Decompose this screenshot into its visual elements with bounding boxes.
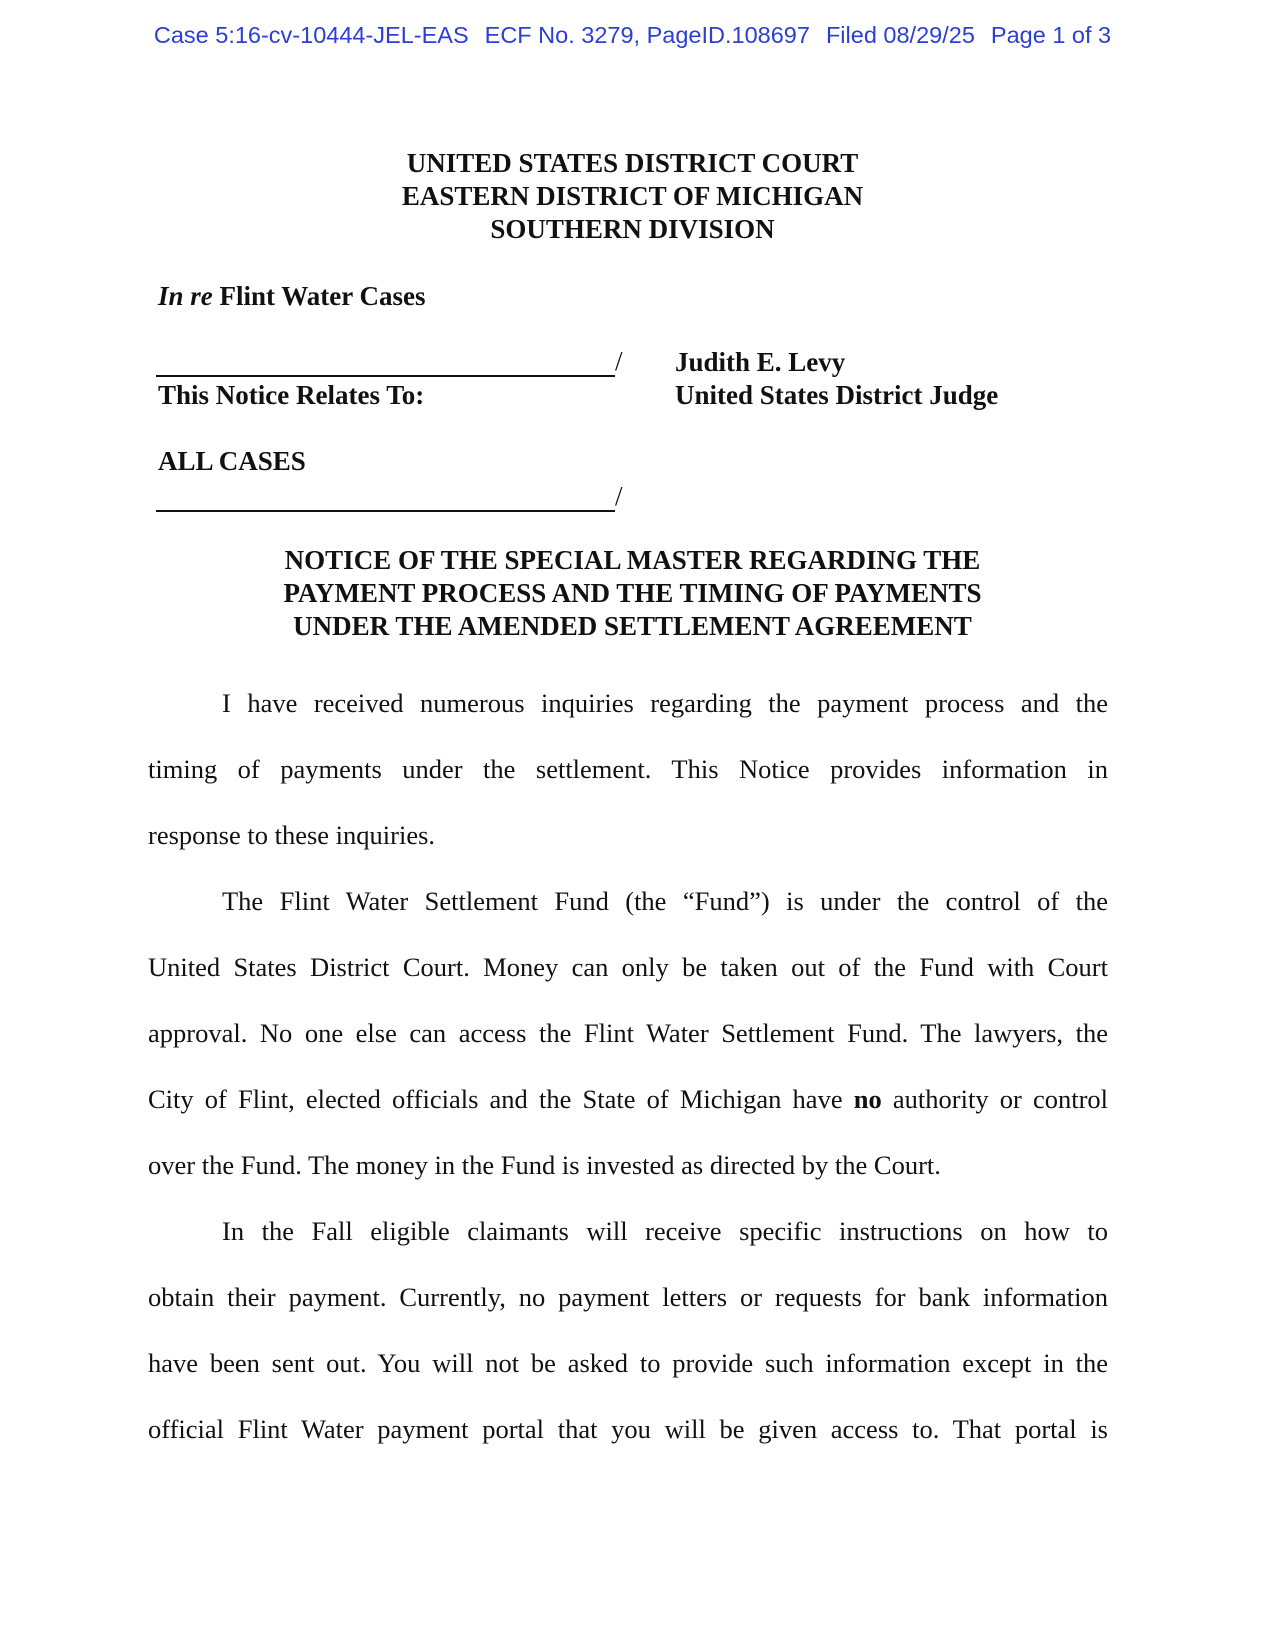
in-re-label: In re (158, 281, 213, 311)
body-line: obtain their payment. Currently, no payment letters or requests for bank information (148, 1282, 1108, 1312)
judge-title: United States District Judge (675, 380, 999, 410)
caption-rule-top (156, 375, 615, 377)
case-name: Flint Water Cases (212, 281, 426, 311)
court-heading (0, 147, 1265, 246)
page-count: Page 1 of 3 (990, 22, 1112, 48)
court-division: SOUTHERN DIVISION (490, 214, 775, 244)
ecf-filing-header (0, 22, 1265, 49)
caption-rule-bottom (156, 510, 615, 512)
paragraph-2 (148, 868, 1108, 1198)
caption-slash-bottom: / (615, 481, 623, 511)
case-number: Case 5:16-cv-10444-JEL-EAS (153, 22, 469, 48)
caption-slash-top: / (615, 346, 623, 376)
case-caption-title (158, 281, 426, 312)
judge-block (675, 346, 998, 412)
judge-name: Judith E. Levy (675, 347, 846, 377)
notice-title-line-2: PAYMENT PROCESS AND THE TIMING OF PAYMENTS (283, 578, 982, 608)
relates-to-label: This Notice Relates To: (158, 380, 425, 410)
notice-title-line-3: UNDER THE AMENDED SETTLEMENT AGREEMENT (293, 611, 972, 641)
body-line: have been sent out. You will not be asked to provide such information except in the (148, 1348, 1108, 1378)
body-line: I have received numerous inquiries regarding the payment process and the (222, 688, 1108, 718)
paragraph-3 (148, 1198, 1108, 1462)
all-cases-label: ALL CASES (158, 446, 306, 476)
notice-title (0, 544, 1265, 643)
body-line: The Flint Water Settlement Fund (the “Fund”) is under the control of the (222, 886, 1108, 916)
body-line: City of Flint, elected officials and the State of Michigan have no authority or control (148, 1084, 1109, 1114)
ecf-number: ECF No. 3279, PageID.108697 (484, 22, 810, 48)
notice-body (148, 670, 1108, 1462)
body-line: In the Fall eligible claimants will receive specific instructions on how to (222, 1216, 1108, 1246)
court-name: UNITED STATES DISTRICT COURT (406, 148, 859, 178)
body-line: United States District Court. Money can only be taken out of the Fund with Court (148, 952, 1108, 982)
body-line: official Flint Water payment portal that you will be given access to. That portal is (148, 1414, 1108, 1444)
body-line: approval. No one else can access the Flint Water Settlement Fund. The lawyers, the (148, 1018, 1108, 1048)
paragraph-1 (148, 670, 1108, 868)
notice-title-line-1: NOTICE OF THE SPECIAL MASTER REGARDING THE (284, 545, 981, 575)
court-district: EASTERN DISTRICT OF MICHIGAN (401, 181, 864, 211)
emphasis-no: no (853, 1084, 882, 1114)
body-line: timing of payments under the settlement. This Notice provides information in (148, 754, 1108, 784)
body-line: response to these inquiries. (148, 820, 436, 850)
filed-date: Filed 08/29/25 (825, 22, 975, 48)
body-line: over the Fund. The money in the Fund is invested as directed by the Court. (148, 1150, 941, 1180)
